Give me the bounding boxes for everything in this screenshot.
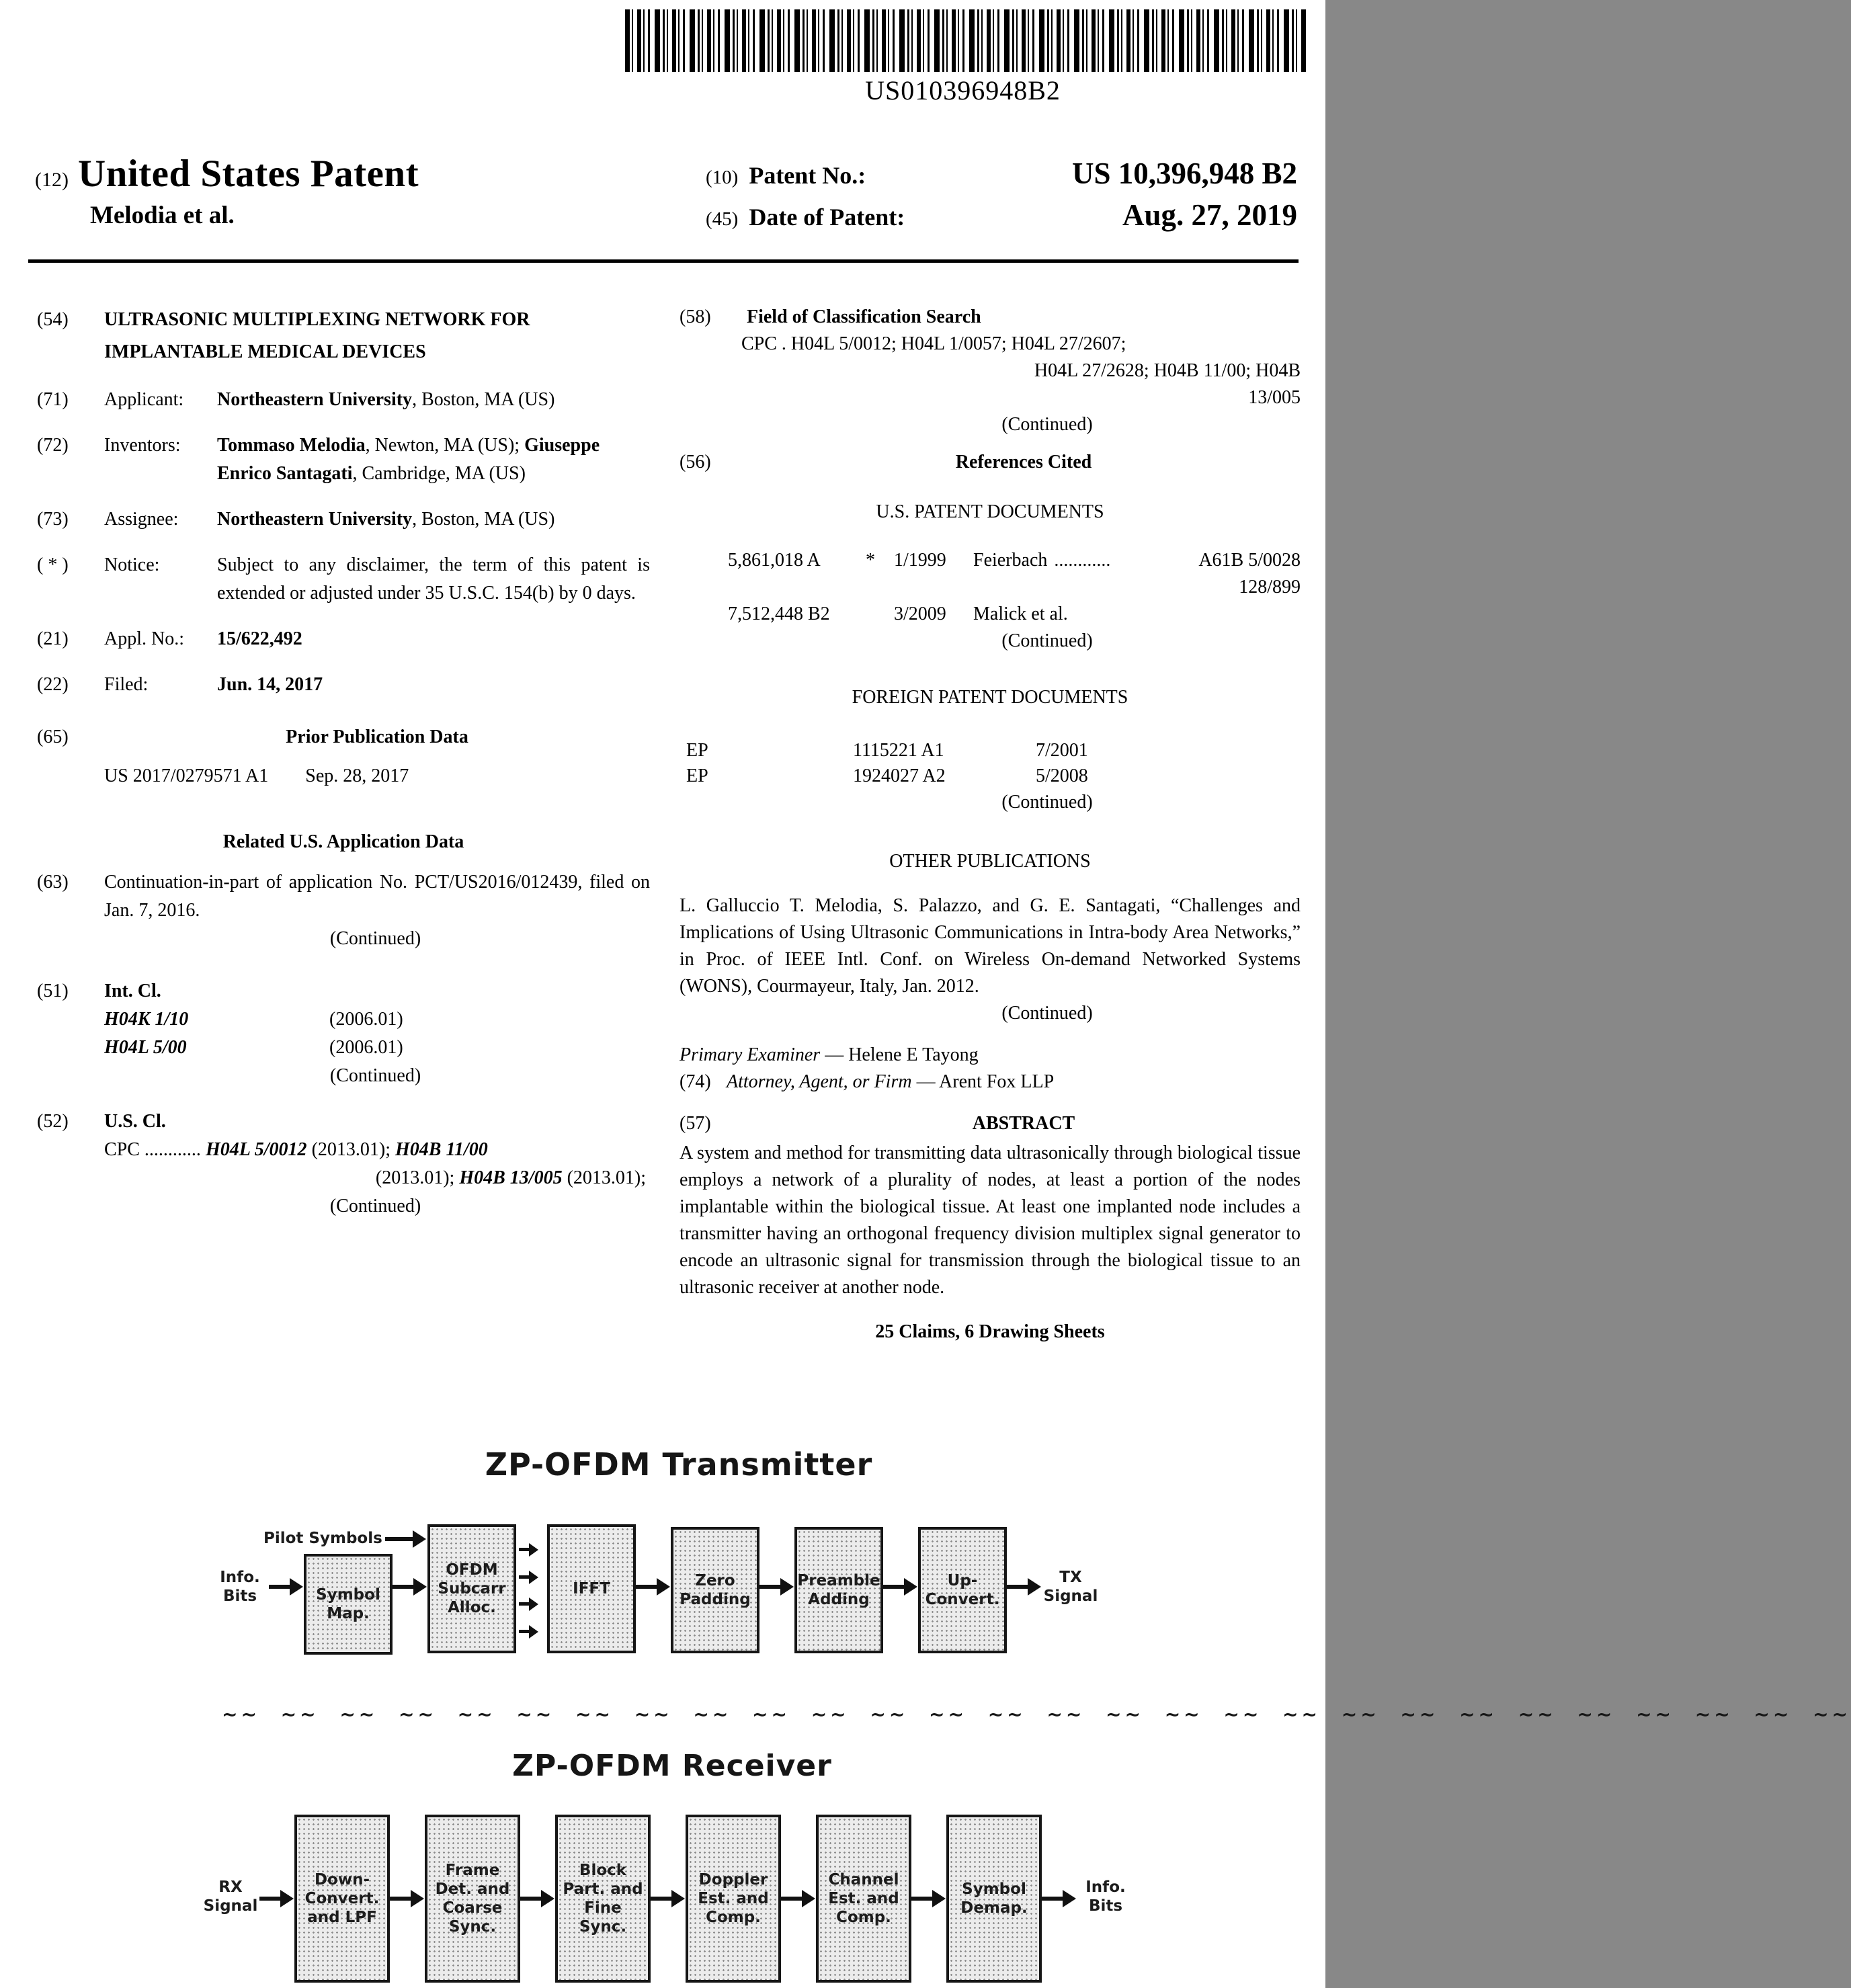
patent-number-row bbox=[706, 156, 1297, 191]
field-code-51: (51) bbox=[37, 981, 69, 1001]
barcode-image bbox=[625, 9, 1306, 72]
patent-date-label: Date of Patent: bbox=[749, 204, 905, 231]
int-cl-row bbox=[37, 1034, 650, 1062]
assignee-label: Assignee: bbox=[104, 509, 179, 530]
flow-arrow-icon bbox=[390, 1890, 425, 1907]
filed-label: Filed: bbox=[104, 674, 149, 695]
other-publications-text: L. Galluccio T. Melodia, S. Palazzo, and G. E. Santagati, “Challenges and Implications of Using Ultrasonic Communications in Intra-body Area Networks,” in Proc. of IEEE Intl. Conf. on Wireless On-demand Networked Systems (WONS), Courmayeur, Italy, Jan. 2012. bbox=[680, 895, 1301, 997]
flow-arrow-icon bbox=[781, 1890, 816, 1907]
tx-block-preamble-adding: Preamble Adding bbox=[794, 1527, 883, 1653]
applicant-label: Applicant: bbox=[104, 389, 184, 410]
right-column bbox=[680, 304, 1301, 1345]
cpc-line-2 bbox=[37, 1164, 650, 1192]
attorney-label: Attorney, Agent, or Firm bbox=[727, 1071, 912, 1092]
int-cl-class: H04K 1/10 bbox=[104, 1009, 189, 1030]
flow-arrow-icon bbox=[393, 1578, 427, 1596]
foreign-patent-date: 7/2001 bbox=[1036, 740, 1088, 761]
us-patent-number: 5,861,018 A bbox=[728, 550, 821, 571]
tx-block-ifft: IFFT bbox=[547, 1524, 636, 1653]
field-code-52: (52) bbox=[37, 1111, 69, 1132]
us-patent-star bbox=[866, 601, 894, 628]
assignee-location: , Boston, MA (US) bbox=[412, 509, 555, 530]
related-continued-note: (Continued) bbox=[329, 928, 421, 949]
field-code-65: (65) bbox=[37, 727, 69, 747]
tx-block-symbol-map: Symbol Map. bbox=[304, 1554, 393, 1655]
us-patent-documents-heading: U.S. PATENT DOCUMENTS bbox=[876, 501, 1104, 522]
barcode-number: US010396948B2 bbox=[865, 75, 1061, 106]
rx-diagram-title: ZP-OFDM Receiver bbox=[512, 1749, 832, 1783]
us-patent-inventor: Feierbach bbox=[973, 550, 1048, 571]
field-code-56: (56) bbox=[680, 452, 711, 472]
inventor1-name: Tommaso Melodia bbox=[217, 435, 366, 456]
notice-text: Subject to any disclaimer, the term of this patent is extended or adjusted under 35 U.S.C. 154(b) by 0 days. bbox=[217, 554, 650, 604]
cpc-line-1 bbox=[37, 1136, 650, 1164]
us-cl-section bbox=[37, 1108, 650, 1136]
assignee-name: Northeastern University bbox=[217, 509, 413, 530]
foreign-patent-number: 1924027 A2 bbox=[853, 765, 946, 786]
us-patent-date: 1/1999 bbox=[894, 550, 946, 571]
header-right bbox=[706, 152, 1297, 239]
header bbox=[35, 152, 1297, 239]
continuation-text: Continuation-in-part of application No. PCT/US2016/012439, filed on Jan. 7, 2016. bbox=[104, 872, 650, 921]
inventors-section bbox=[37, 431, 650, 488]
primary-examiner-line bbox=[680, 1042, 1301, 1069]
flow-arrow-icon bbox=[269, 1578, 304, 1596]
kind-code: (12) bbox=[35, 169, 69, 191]
attorney-name: — Arent Fox LLP bbox=[911, 1071, 1055, 1092]
us-patent-class: A61B 5/0028 bbox=[1198, 550, 1301, 571]
assignee-section bbox=[37, 505, 650, 534]
rx-block-frame-detect-coarse-sync: Frame Det. and Coarse Sync. bbox=[425, 1815, 520, 1983]
foreign-patent-number: 1115221 A1 bbox=[853, 740, 944, 761]
patent-date-value: Aug. 27, 2019 bbox=[1122, 198, 1297, 232]
field-of-search-heading: Field of Classification Search bbox=[747, 306, 981, 327]
pilot-symbols-group bbox=[263, 1530, 427, 1548]
applicant-section bbox=[37, 386, 650, 414]
us-patent-dots: ............ bbox=[1054, 550, 1111, 571]
parallel-arrows-group bbox=[516, 1543, 547, 1639]
rx-diagram bbox=[202, 1808, 1143, 1988]
prior-publication-number: US 2017/0279571 A1 bbox=[104, 765, 269, 786]
foreign-country-code: EP bbox=[686, 765, 708, 786]
int-cl-version: (2006.01) bbox=[329, 1009, 403, 1030]
cpc-class: H04B 13/005 bbox=[459, 1167, 563, 1188]
us-docs-continued-note: (Continued) bbox=[1001, 630, 1093, 651]
flow-arrow-icon bbox=[651, 1890, 686, 1907]
document-type-row bbox=[35, 152, 419, 196]
field-code-21: (21) bbox=[37, 628, 69, 649]
int-cl-heading: Int. Cl. bbox=[104, 981, 161, 1001]
us-cl-heading: U.S. Cl. bbox=[104, 1111, 166, 1132]
inventors-label: Inventors: bbox=[104, 435, 181, 456]
patent-date-code: (45) bbox=[706, 208, 739, 230]
cpc-version: (2013.01); bbox=[375, 1167, 460, 1188]
tx-input-label: Info. Bits bbox=[220, 1569, 260, 1605]
inventor2-location: , Cambridge, MA (US) bbox=[352, 463, 526, 484]
foreign-patent-date: 5/2008 bbox=[1036, 765, 1088, 786]
patent-number-value: US 10,396,948 B2 bbox=[1071, 157, 1297, 190]
flow-arrow-icon bbox=[519, 1571, 539, 1584]
field-code-58: (58) bbox=[680, 306, 711, 327]
prior-publication-date: Sep. 28, 2017 bbox=[305, 765, 409, 786]
header-left bbox=[35, 152, 419, 239]
primary-examiner-name: — Helene E Tayong bbox=[820, 1044, 979, 1065]
references-cited-heading: References Cited bbox=[955, 452, 1092, 472]
applicant-name: Northeastern University bbox=[217, 389, 413, 410]
flow-arrow-icon bbox=[636, 1578, 671, 1596]
application-number-section bbox=[37, 625, 650, 653]
int-cl-section bbox=[37, 977, 650, 1005]
application-number-value: 15/622,492 bbox=[217, 628, 302, 649]
rx-block-symbol-demap: Symbol Demap. bbox=[946, 1815, 1042, 1983]
inventor2-name: Giuseppe Enrico Santagati bbox=[217, 435, 600, 484]
int-cl-version: (2006.01) bbox=[329, 1037, 403, 1058]
abstract-heading: ABSTRACT bbox=[972, 1113, 1075, 1134]
patent-number-label: Patent No.: bbox=[749, 162, 866, 189]
tx-output-label: TX Signal bbox=[1043, 1569, 1098, 1605]
tx-block-up-convert: Up-Convert. bbox=[918, 1527, 1007, 1653]
related-data-heading: Related U.S. Application Data bbox=[222, 831, 464, 852]
us-patent-inventor: Malick et al. bbox=[973, 604, 1068, 624]
foreign-documents-heading: FOREIGN PATENT DOCUMENTS bbox=[852, 687, 1128, 708]
field-of-search-line: 13/005 bbox=[1248, 387, 1301, 408]
flow-arrow-icon bbox=[1007, 1578, 1042, 1596]
us-patent-row bbox=[680, 547, 1301, 574]
document-type: United States Patent bbox=[77, 153, 419, 195]
abstract-section bbox=[680, 1110, 1301, 1137]
other-publications-heading: OTHER PUBLICATIONS bbox=[889, 851, 1091, 872]
flow-arrow-icon bbox=[759, 1578, 794, 1596]
tx-block-zero-padding: Zero Padding bbox=[671, 1527, 759, 1653]
bibliographic-columns bbox=[37, 304, 1301, 1345]
rx-block-block-partition-fine-sync: Block Part. and Fine Sync. bbox=[555, 1815, 651, 1983]
foreign-patent-row bbox=[680, 763, 1301, 789]
primary-examiner-label: Primary Examiner bbox=[680, 1044, 821, 1065]
flow-arrow-icon bbox=[519, 1625, 539, 1639]
field-of-search-line: CPC . H04L 5/0012; H04L 1/0057; H04L 27/2607; bbox=[741, 333, 1126, 354]
rx-block-doppler-est-comp: Doppler Est. and Comp. bbox=[686, 1815, 781, 1983]
field-code-63: (63) bbox=[37, 872, 69, 893]
cpc-version: (2013.01); bbox=[306, 1139, 395, 1160]
rx-block-channel-est-comp: Channel Est. and Comp. bbox=[816, 1815, 911, 1983]
flow-arrow-icon bbox=[520, 1890, 555, 1907]
field-code-74: (74) bbox=[680, 1071, 711, 1092]
rx-output-label: Info. Bits bbox=[1085, 1878, 1126, 1915]
cpc-prefix: CPC ............ bbox=[104, 1139, 206, 1160]
other-publications-continued-note: (Continued) bbox=[1001, 1003, 1093, 1024]
us-patent-row bbox=[680, 601, 1301, 628]
inventor1-location: , Newton, MA (US); bbox=[365, 435, 525, 456]
patent-date-label-group bbox=[706, 203, 905, 231]
tx-diagram-title: ZP-OFDM Transmitter bbox=[485, 1446, 873, 1483]
us-patent-star: * bbox=[866, 550, 875, 571]
patent-number-label-group bbox=[706, 161, 866, 190]
field-of-search-section bbox=[680, 304, 1301, 331]
field-code-54: (54) bbox=[37, 309, 69, 330]
pilot-symbols-label: Pilot Symbols bbox=[263, 1530, 382, 1547]
pilot-arrow-icon bbox=[385, 1530, 427, 1548]
field-code-57: (57) bbox=[680, 1113, 711, 1134]
assignee-value bbox=[217, 505, 650, 534]
header-divider bbox=[28, 259, 1299, 263]
abstract-text: A system and method for transmitting data ultrasonically through biological tissue employs a network of a plurality of nodes, at least a portion of the nodes implantable within the biological tissue. At least one implanted node includes a transmitter having an orthogonal frequency division multiplex signal generator to encode an ultrasonic signal for transmission through the biological tissue to an ultrasonic receiver at another node. bbox=[680, 1143, 1301, 1298]
field-code-star: ( * ) bbox=[37, 554, 69, 575]
field-code-22: (22) bbox=[37, 674, 69, 695]
applicant-value bbox=[217, 386, 650, 414]
int-cl-class: H04L 5/00 bbox=[104, 1037, 187, 1058]
foreign-patent-row bbox=[680, 738, 1301, 763]
field-of-search-line: H04L 27/2628; H04B 11/00; H04B bbox=[1034, 360, 1301, 381]
prior-publication-section bbox=[37, 723, 650, 751]
references-cited-section bbox=[680, 449, 1301, 476]
tx-diagram bbox=[208, 1524, 1152, 1662]
application-number-label: Appl. No.: bbox=[104, 628, 184, 649]
foreign-docs-continued-note: (Continued) bbox=[1001, 792, 1093, 813]
patent-number-code: (10) bbox=[706, 167, 739, 188]
cpc-class: H04L 5/0012 bbox=[205, 1139, 307, 1160]
claims-line: 25 Claims, 6 Drawing Sheets bbox=[875, 1321, 1105, 1342]
patent-date-row bbox=[706, 198, 1297, 233]
attorney-value bbox=[727, 1069, 1301, 1095]
title-section bbox=[37, 304, 650, 368]
field-code-71: (71) bbox=[37, 389, 69, 410]
tx-block-ofdm-subcarrier-allocation: OFDM Subcarr Alloc. bbox=[427, 1524, 516, 1653]
invention-title: ULTRASONIC MULTIPLEXING NETWORK FOR IMPLANTABLE MEDICAL DEVICES bbox=[104, 309, 530, 362]
rx-input-label: RX Signal bbox=[203, 1878, 258, 1915]
tear-line-separator: ~~ ~~ ~~ ~~ ~~ ~~ ~~ ~~ ~~ ~~ ~~ ~~ ~~ ~~ ~~ ~~ ~~ ~~ ~~ ~~ ~~ ~~ ~~ ~~ ~~ ~~ ~~ ~~ bbox=[222, 1703, 1851, 1725]
inventor-short-name: Melodia et al. bbox=[90, 202, 235, 229]
filed-date: Jun. 14, 2017 bbox=[217, 674, 323, 695]
notice-section bbox=[37, 551, 650, 608]
barcode bbox=[625, 9, 1301, 106]
applicant-location: , Boston, MA (US) bbox=[412, 389, 555, 410]
continuation-section bbox=[37, 868, 650, 925]
field-code-72: (72) bbox=[37, 435, 69, 456]
foreign-country-code: EP bbox=[686, 740, 708, 761]
us-cl-continued-note: (Continued) bbox=[329, 1196, 421, 1216]
notice-label: Notice: bbox=[104, 554, 160, 575]
field-code-73: (73) bbox=[37, 509, 69, 530]
flow-arrow-icon bbox=[883, 1578, 918, 1596]
flow-arrow-icon bbox=[519, 1598, 539, 1611]
flow-arrow-icon bbox=[1042, 1890, 1077, 1907]
prior-publication-heading: Prior Publication Data bbox=[286, 727, 468, 747]
inventors-value bbox=[217, 431, 650, 488]
flow-arrow-icon bbox=[911, 1890, 946, 1907]
us-patent-class-continuation: 128/899 bbox=[1239, 577, 1301, 597]
rx-block-down-convert-lpf: Down-Convert. and LPF bbox=[294, 1815, 390, 1983]
us-patent-number: 7,512,448 B2 bbox=[728, 604, 830, 624]
int-cl-row bbox=[37, 1005, 650, 1034]
prior-publication-entry bbox=[37, 762, 650, 790]
us-patent-date: 3/2009 bbox=[894, 604, 946, 624]
left-column bbox=[37, 304, 650, 1345]
int-cl-continued-note: (Continued) bbox=[329, 1065, 421, 1086]
attorney-line bbox=[680, 1069, 1301, 1095]
flow-arrow-icon bbox=[519, 1543, 539, 1557]
cpc-class: H04B 11/00 bbox=[395, 1139, 488, 1160]
flow-arrow-icon bbox=[259, 1890, 294, 1907]
field-of-search-continued-note: (Continued) bbox=[1001, 414, 1093, 435]
cpc-version: (2013.01); bbox=[562, 1167, 646, 1188]
filed-section bbox=[37, 671, 650, 699]
